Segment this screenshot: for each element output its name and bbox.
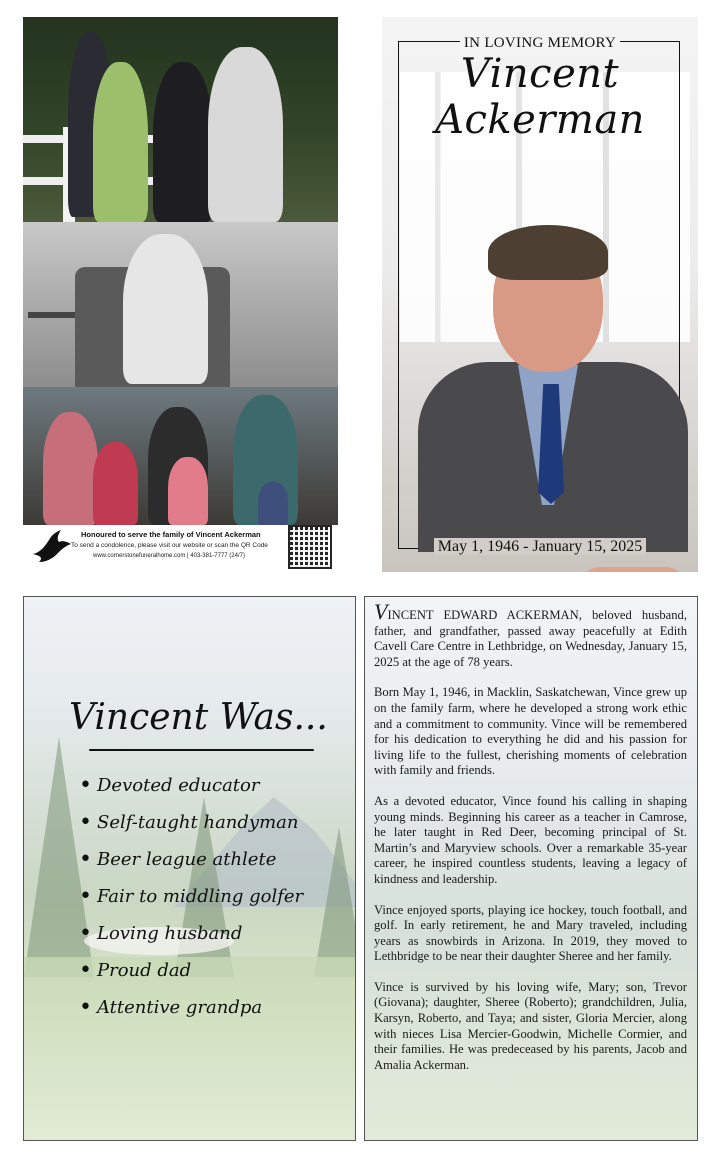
obituary-paragraph: Born May 1, 1946, in Macklin, Saskatchewan, Vince grew up on the family farm, where he developed a strong work ethic and a commitment to community. Vince will be remembered for his dedication to everything he did and his passion for living life to the fullest, cherishing moments of celebration with family and friends. bbox=[374, 685, 687, 778]
title-underline bbox=[89, 749, 314, 751]
portrait-photo bbox=[398, 122, 680, 542]
qr-code-icon[interactable] bbox=[288, 525, 332, 569]
vincent-was-title: Vincent Was... bbox=[69, 697, 328, 738]
obituary-paragraph: As a devoted educator, Vince found his calling in shaping young minds. Beginning his career as a teacher in Camrose, he later taught in Red Deer, becoming principal of St. Martin’s and Maryview schools. Over a remarkable 35-year career, he inspired countless students, leaving a legacy of kindness and leadership. bbox=[374, 793, 687, 886]
footer-title: Honoured to serve the family of Vincent Ackerman bbox=[81, 530, 261, 539]
obituary-paragraph: Vince enjoyed sports, playing ice hockey, touch football, and golf. In early retirement, he and Mary traveled, including years as snowbirds in Arizona. In 2019, they moved to Lethbridge to be near their daughter Sheree and her family. bbox=[374, 902, 687, 964]
list-item: • Attentive grandpa bbox=[79, 997, 349, 1034]
childhood-photo bbox=[23, 222, 338, 387]
list-item: • Beer league athlete bbox=[79, 849, 349, 886]
family-photo bbox=[23, 17, 338, 222]
obituary-paragraph: VINCENT EDWARD ACKERMAN, beloved husband, father, and grandfather, passed away peacefully at Edith Cavell Care Centre in Lethbridge, on Wednesday, January 15, 2025 at the age of 78 years. bbox=[374, 599, 687, 669]
memorial-card bbox=[382, 17, 698, 572]
in-loving-memory-heading: IN LOVING MEMORY bbox=[382, 32, 698, 52]
obituary-paragraph: Vince is survived by his loving wife, Mary; son, Trevor (Giovana); daughter, Sheree (Roberto); grandchildren, Julia, Karsyn, Roberto, and Taya; and sister, Gloria Mercier, along with nieces Lisa Mercier-Goodwin, Michelle Cormier, and their families. He was predeceased by his parents, Jacob and Amalia Ackerman. bbox=[374, 979, 687, 1072]
vincent-was-panel bbox=[23, 596, 356, 1141]
footer-condolence: To send a condolence, please visit our website or scan the QR Code bbox=[71, 542, 268, 549]
footer-website[interactable]: www.cornerstonefuneralhome.com | 403-381-7777 (24/7) bbox=[93, 553, 245, 559]
traits-list bbox=[79, 775, 349, 1034]
list-item: • Self-taught handyman bbox=[79, 812, 349, 849]
list-item: • Fair to middling golfer bbox=[79, 886, 349, 923]
list-item: • Proud dad bbox=[79, 960, 349, 997]
list-item: • Loving husband bbox=[79, 923, 349, 960]
life-dates: May 1, 1946 - January 15, 2025 bbox=[382, 536, 698, 556]
photo-collage bbox=[23, 17, 338, 525]
list-item: • Devoted educator bbox=[79, 775, 349, 812]
dove-icon bbox=[31, 530, 71, 564]
deceased-name: Vincent Ackerman bbox=[435, 51, 645, 143]
grandchildren-photo bbox=[23, 387, 338, 525]
drop-cap: V bbox=[374, 599, 388, 624]
funeral-home-footer bbox=[23, 522, 338, 572]
obituary-panel bbox=[364, 596, 698, 1141]
obituary-text bbox=[374, 599, 687, 1088]
